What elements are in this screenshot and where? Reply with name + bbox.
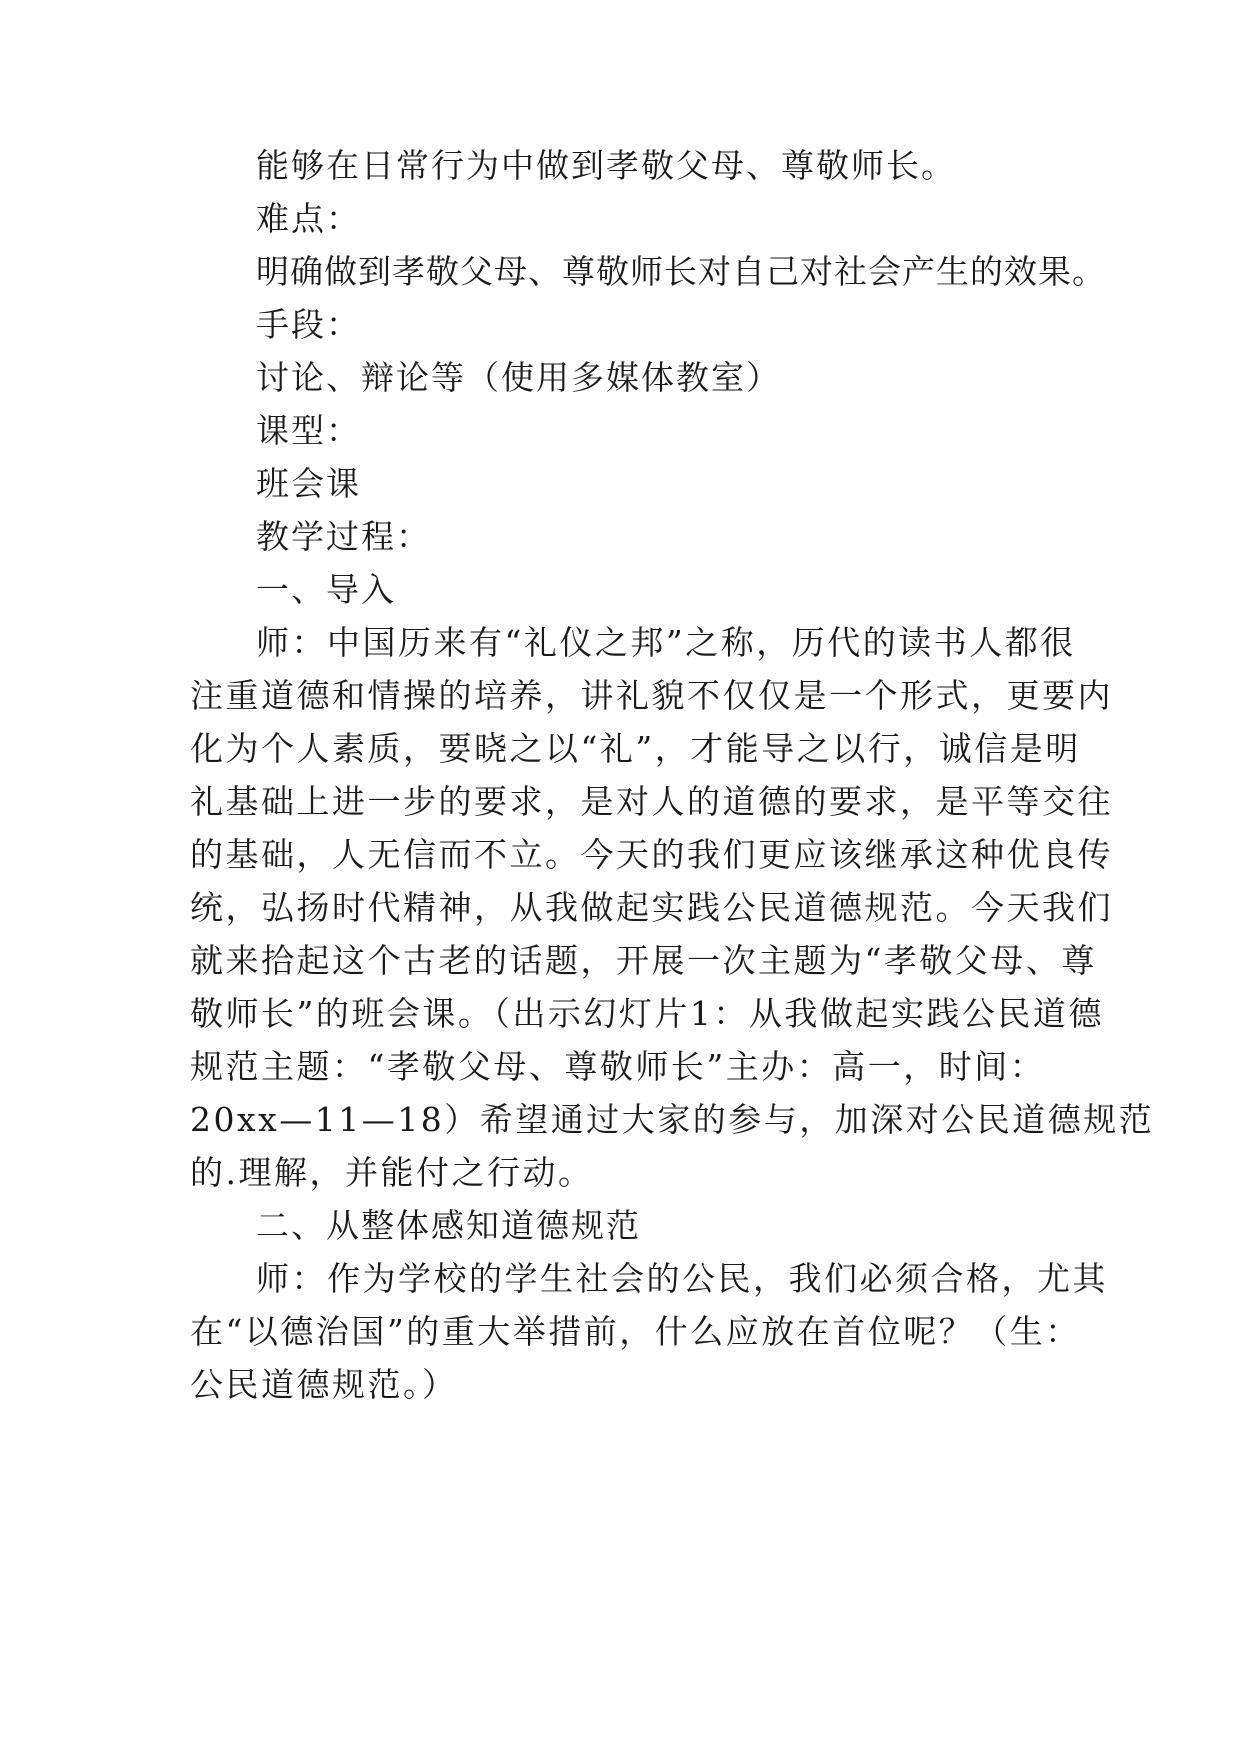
paragraph-line: 礼基础上进一步的要求，是对人的道德的要求，是平等交往 bbox=[190, 782, 1113, 821]
text-line-5: 讨论、辩论等（使用多媒体教室） bbox=[256, 358, 781, 397]
paragraph-line: 统，弘扬时代精神，从我做起实践公民道德规范。今天我们 bbox=[190, 888, 1113, 927]
paragraph-line: 规范主题：“孝敬父母、尊敬师长”主办：高一，时间： bbox=[190, 1047, 1046, 1086]
text-line-7: 班会课 bbox=[256, 464, 361, 503]
heading-lesson-type: 课型： bbox=[256, 411, 361, 450]
paragraph-line: 化为个人素质，要晓之以“礼”，才能导之以行，诚信是明 bbox=[190, 729, 1081, 768]
paragraph-line: 20xx—11—18）希望通过大家的参与，加深对公民道德规范 bbox=[190, 1100, 1155, 1139]
text-line-3: 明确做到孝敬父母、尊敬师长对自己对社会产生的效果。 bbox=[256, 252, 1106, 291]
heading-methods: 手段： bbox=[256, 305, 361, 344]
heading-difficulty: 难点： bbox=[256, 199, 361, 238]
text-line-1: 能够在日常行为中做到孝敬父母、尊敬师长。 bbox=[256, 146, 956, 185]
paragraph-line: 在“以德治国”的重大举措前，什么应放在首位呢？（生： bbox=[190, 1312, 1081, 1351]
paragraph-line: 公民道德规范。） bbox=[190, 1365, 458, 1404]
section-heading-intro: 一、导入 bbox=[256, 570, 396, 609]
paragraph-line: 的基础，人无信而不立。今天的我们更应该继承这种优良传 bbox=[190, 835, 1113, 874]
paragraph-line: 敬师长”的班会课。（出示幻灯片1：从我做起实践公民道德 bbox=[190, 994, 1104, 1033]
paragraph-line: 师：作为学校的学生社会的公民，我们必须合格，尤其 bbox=[256, 1259, 1108, 1298]
paragraph-line: 的.理解，并能付之行动。 bbox=[190, 1153, 594, 1192]
section-heading-perception: 二、从整体感知道德规范 bbox=[256, 1206, 641, 1245]
heading-teaching-process: 教学过程： bbox=[256, 517, 431, 556]
paragraph-line: 师：中国历来有“礼仪之邦”之称，历代的读书人都很 bbox=[256, 623, 1076, 662]
paragraph-line: 注重道德和情操的培养，讲礼貌不仅仅是一个形式，更要内 bbox=[190, 676, 1113, 715]
paragraph-line: 就来拾起这个古老的话题，开展一次主题为“孝敬父母、尊 bbox=[190, 941, 1097, 980]
